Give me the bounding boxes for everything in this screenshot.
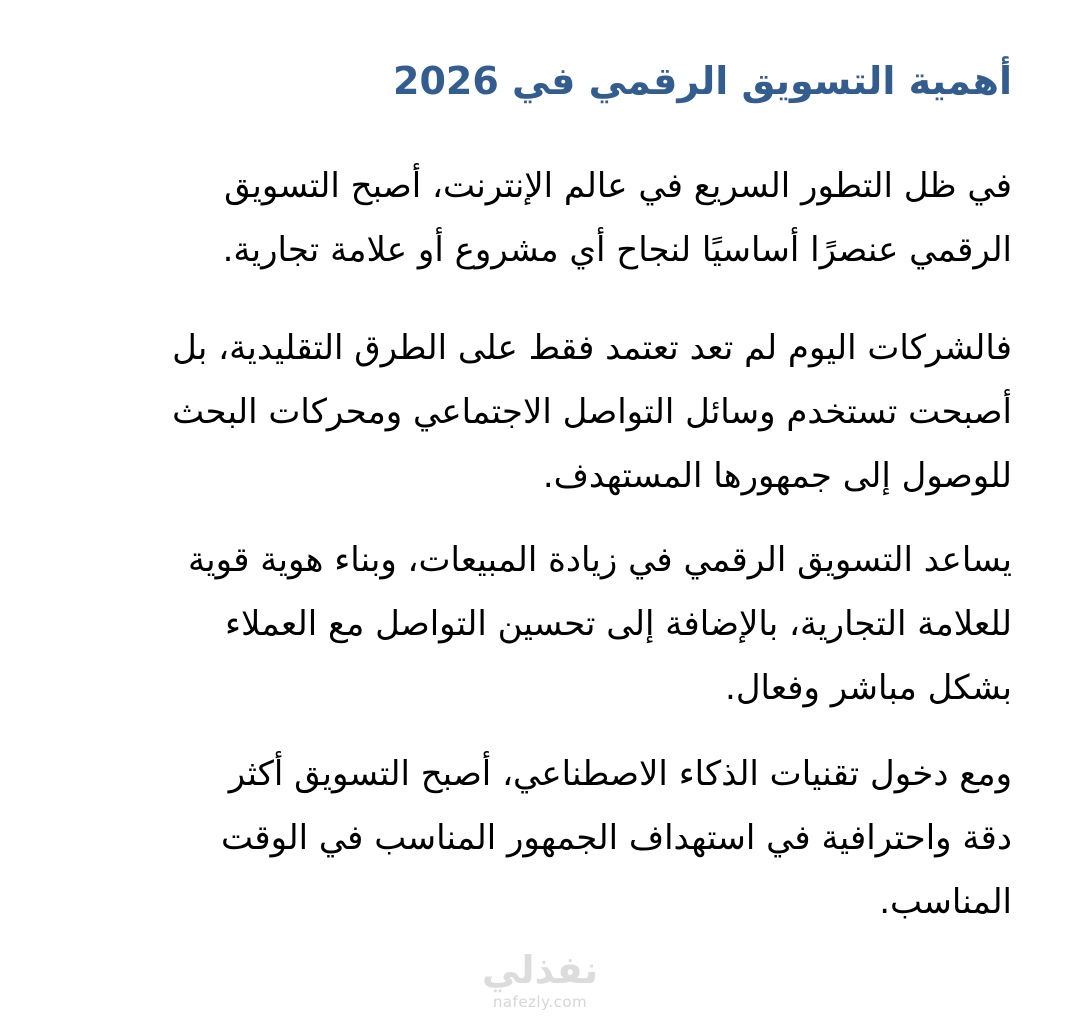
document-title: أهمية التسويق الرقمي في 2026 [393, 59, 1012, 103]
paragraph-line: ومع دخول تقنيات الذكاء الاصطناعي، أصبح التسويق أكثر [228, 754, 1012, 794]
paragraph-line: يساعد التسويق الرقمي في زيادة المبيعات، وبناء هوية قوية [187, 540, 1012, 580]
watermark [0, 948, 1080, 1012]
paragraph-line: للوصول إلى جمهورها المستهدف. [542, 456, 1012, 496]
paragraph-line: أصبحت تستخدم وسائل التواصل الاجتماعي ومحركات البحث [172, 392, 1012, 432]
paragraph-line: بشكل مباشر وفعال. [725, 668, 1012, 708]
watermark-logo: نفذلي [481, 948, 599, 992]
paragraph-line: في ظل التطور السريع في عالم الإنترنت، أصبح التسويق [224, 166, 1012, 206]
paragraph-line: للعلامة التجارية، بالإضافة إلى تحسين التواصل مع العملاء [225, 604, 1012, 644]
paragraph-1 [52, 154, 1012, 282]
paragraph-line: فالشركات اليوم لم تعد تعتمد فقط على الطرق التقليدية، بل [172, 328, 1012, 368]
paragraph-4 [52, 742, 1012, 934]
paragraph-line: دقة واحترافية في استهداف الجمهور المناسب في الوقت [221, 818, 1012, 858]
watermark-url: nafezly.com [492, 993, 588, 1011]
paragraph-2 [52, 316, 1012, 508]
paragraph-3 [52, 528, 1012, 720]
paragraph-line: الرقمي عنصرًا أساسيًا لنجاح أي مشروع أو علامة تجارية. [222, 230, 1012, 270]
paragraph-line: المناسب. [879, 882, 1012, 922]
